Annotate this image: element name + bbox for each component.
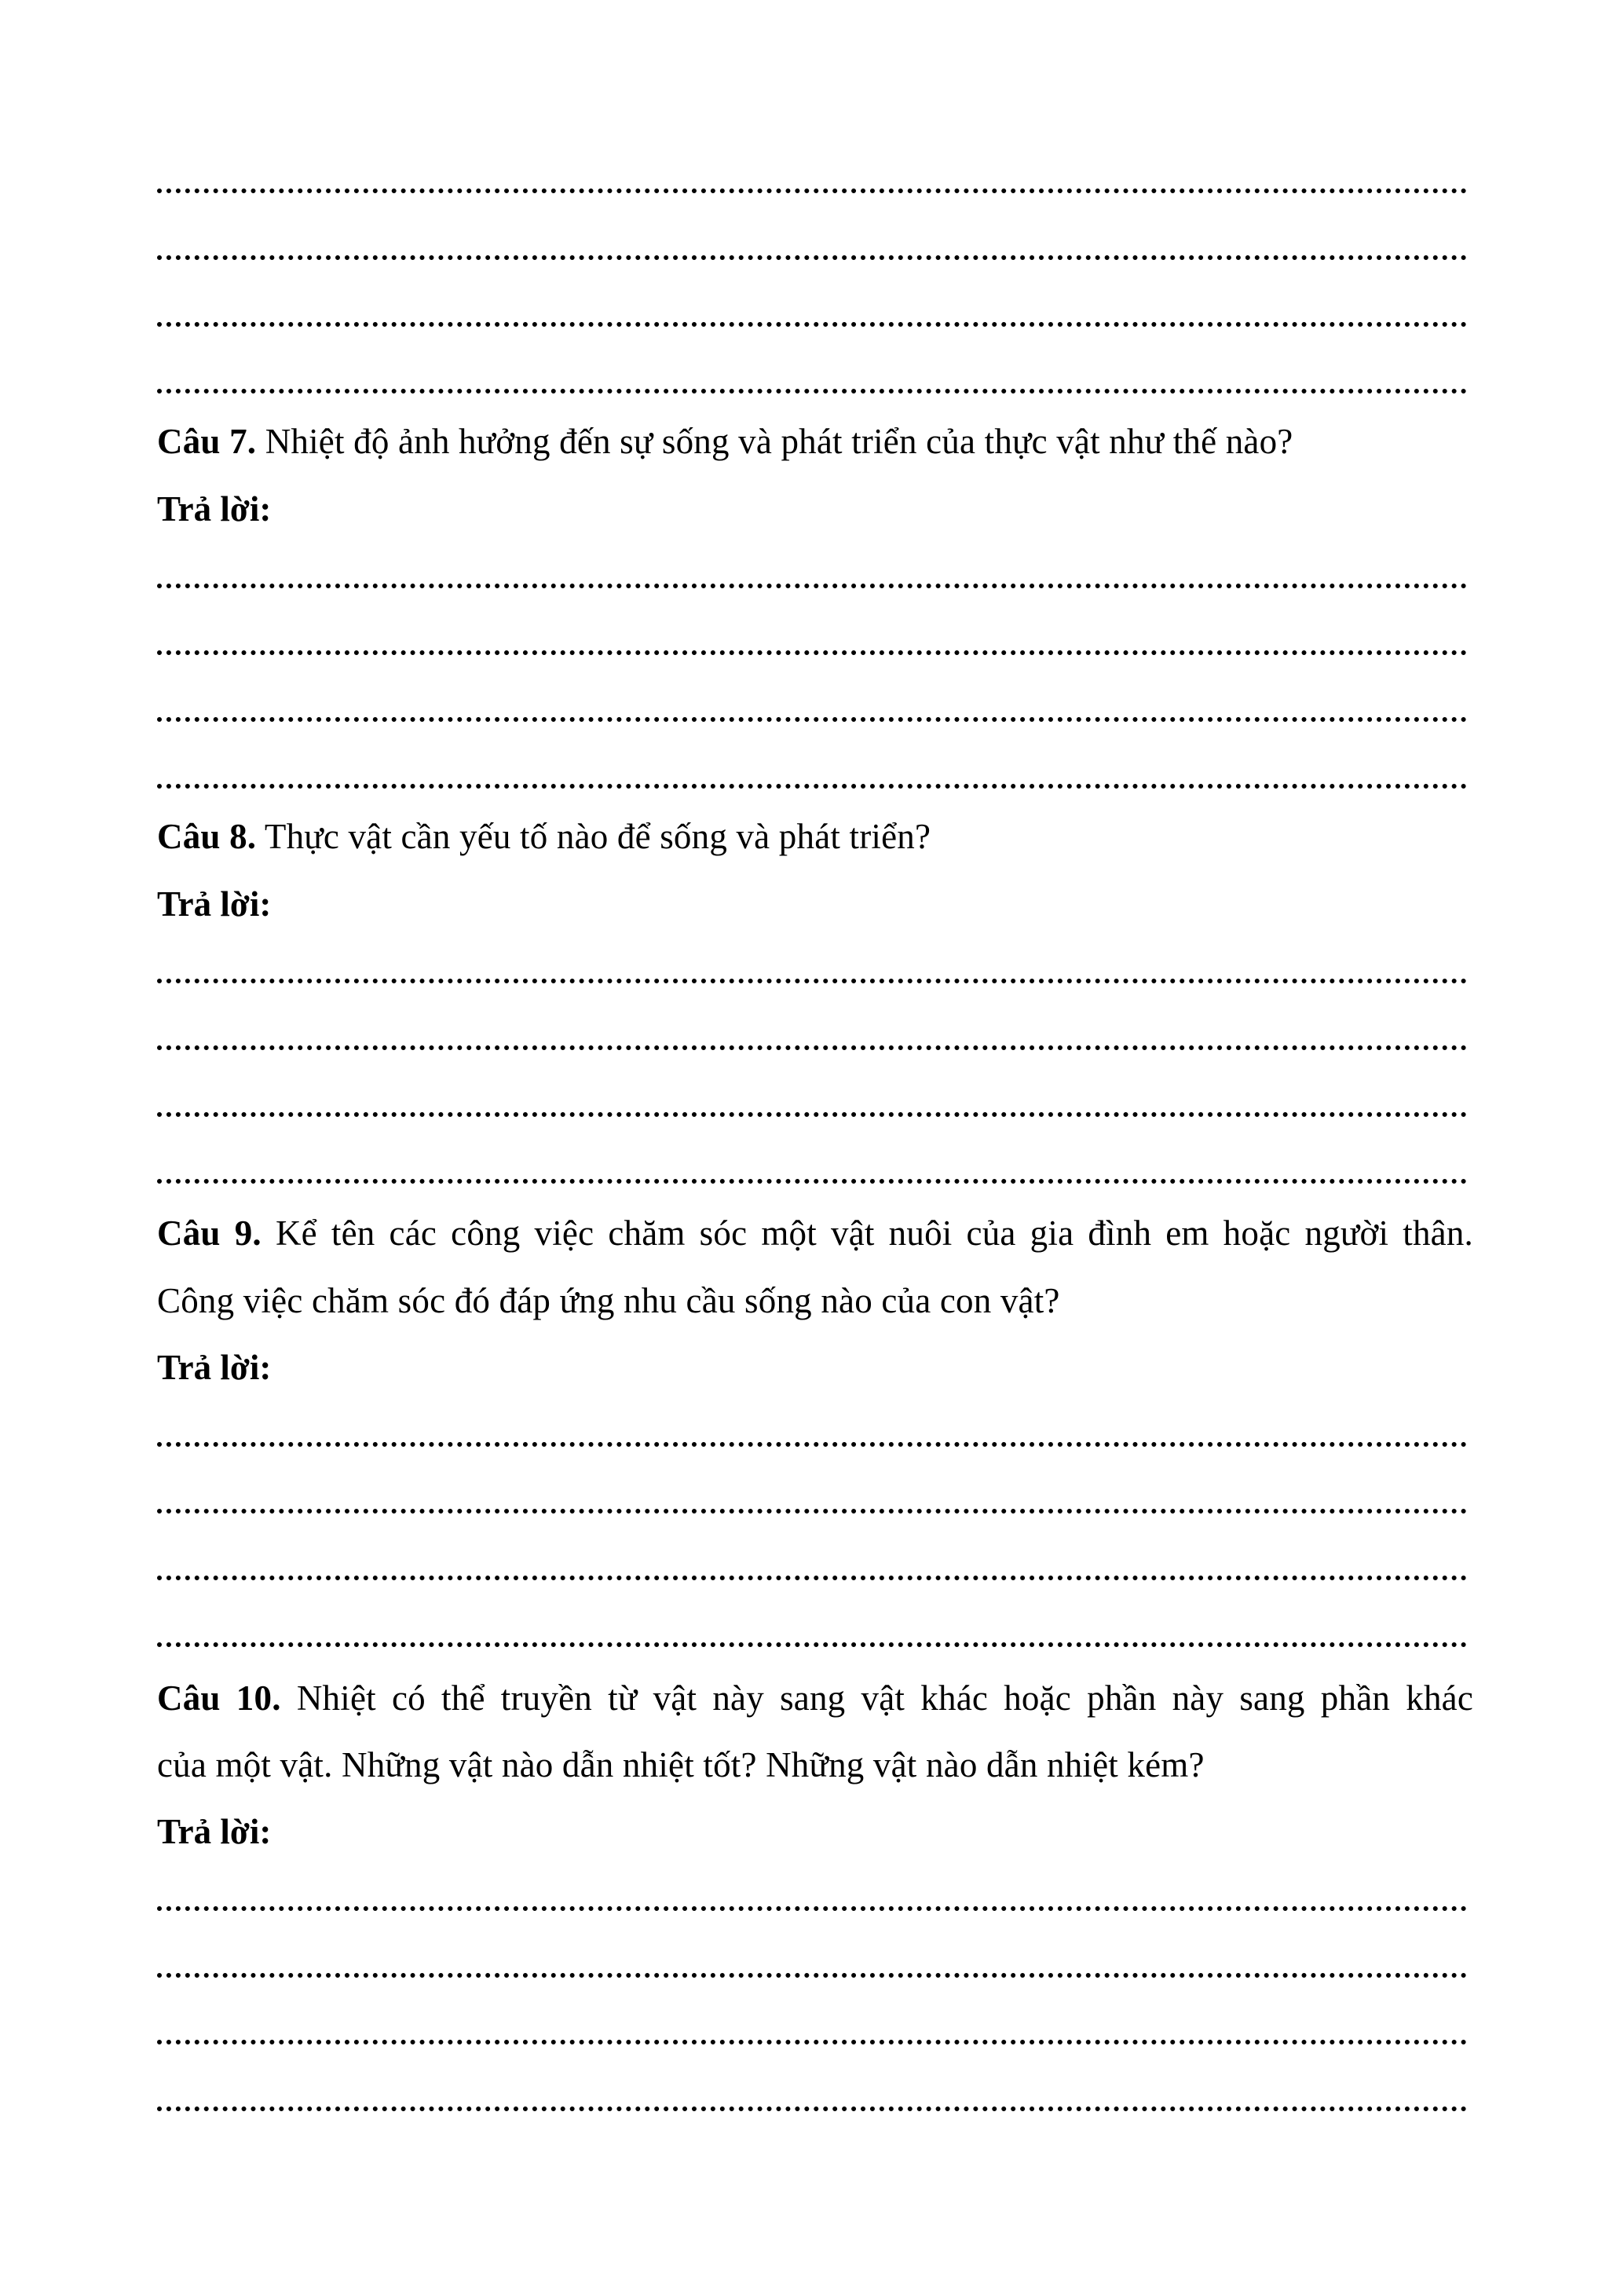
answer-line: [157, 322, 1467, 327]
answer-line: [157, 1973, 1467, 1978]
answer-line: [157, 784, 1467, 789]
question-7: [157, 419, 1293, 463]
answer-line: [157, 1642, 1467, 1647]
answer-label: Trả lời:: [157, 1812, 272, 1851]
answer-line: [157, 1112, 1467, 1117]
question-label: Câu 10.: [157, 1678, 281, 1718]
question-9: [157, 1211, 1473, 1255]
answer-line: [157, 717, 1467, 722]
answer-line: [157, 2106, 1467, 2111]
answer-line: [157, 1576, 1467, 1580]
answer-line: [157, 650, 1467, 655]
answer-line: [157, 979, 1467, 983]
question-8: [157, 814, 931, 858]
question-10: [157, 1676, 1473, 1720]
question-label: Câu 9.: [157, 1213, 262, 1253]
answer-line: [157, 2040, 1467, 2044]
answer-line: [157, 1509, 1467, 1514]
answer-line: [157, 189, 1467, 193]
question-text: Nhiệt độ ảnh hưởng đến sự sống và phát triển của thực vật như thế nào?: [265, 422, 1293, 461]
answer-line: [157, 389, 1467, 393]
question-label: Câu 8.: [157, 817, 257, 856]
question-label: Câu 7.: [157, 422, 257, 461]
answer-label: Trả lời:: [157, 1348, 272, 1387]
question-text: Nhiệt có thể truyền từ vật này sang vật khác hoặc phần này sang phần khác: [296, 1678, 1474, 1718]
answer-label: Trả lời:: [157, 884, 272, 924]
answer-line: [157, 255, 1467, 260]
question-10-continued: của một vật. Những vật nào dẫn nhiệt tốt? Những vật nào dẫn nhiệt kém?: [157, 1745, 1205, 1784]
answer-line: [157, 1045, 1467, 1050]
answer-line: [157, 584, 1467, 588]
answer-line: [157, 1442, 1467, 1447]
answer-line: [157, 1906, 1467, 1911]
question-text: Kể tên các công việc chăm sóc một vật nuôi của gia đình em hoặc người thân.: [275, 1213, 1474, 1253]
question-text: Thực vật cần yếu tố nào để sống và phát triển?: [264, 817, 931, 856]
question-9-continued: Công việc chăm sóc đó đáp ứng nhu cầu sống nào của con vật?: [157, 1281, 1060, 1320]
answer-label: Trả lời:: [157, 489, 272, 529]
answer-line: [157, 1179, 1467, 1184]
